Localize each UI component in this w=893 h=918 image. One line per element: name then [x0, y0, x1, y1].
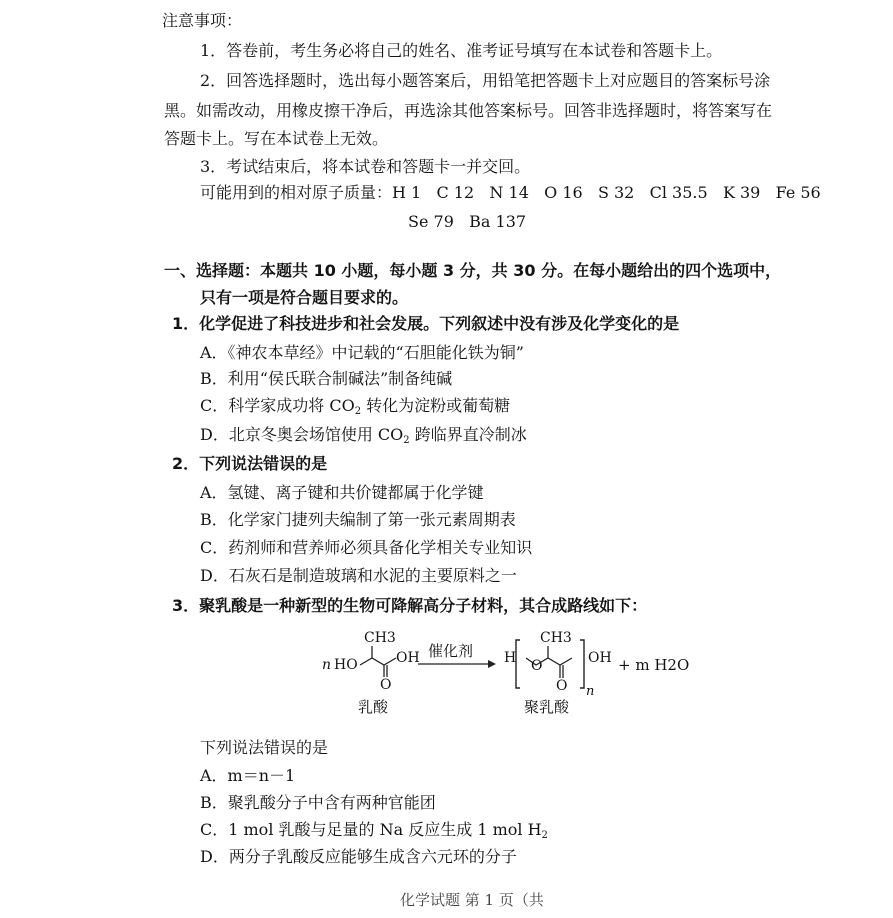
q3-option-c-sub: 2	[541, 830, 548, 841]
q3-option-c-text: C．1 mol 乳酸与足量的 Na 反应生成 1 mol H	[200, 820, 542, 839]
notice-item-2-line-3: 答题卡上。写在本试卷上无效。	[164, 129, 389, 148]
catalyst-label: 催化剂	[428, 642, 474, 660]
lactic-ch3: CH3	[364, 630, 396, 646]
q1-option-c-rest: 转化为淀粉或葡萄糖	[361, 396, 511, 415]
notice-item-2-line-1: 2．回答选择题时，选出每小题答案后，用铅笔把答题卡上对应题目的答案标号涂	[200, 71, 771, 90]
notice-title: 注意事项：	[162, 11, 243, 30]
atomic-mass-line-1: 可能用到的相对原子质量：H 1 C 12 N 14 O 16 S 32 Cl 35.5 K 39 Fe 56	[200, 183, 821, 202]
q1-option-b: B．利用“侯氏联合制碱法”制备纯碱	[200, 369, 453, 388]
q1-option-d-sub: 2	[403, 435, 410, 446]
atomic-mass-line-2: Se 79 Ba 137	[408, 212, 527, 231]
q2-option-b: B．化学家门捷列夫编制了第一张元素周期表	[200, 510, 516, 529]
q1-option-d	[200, 424, 527, 452]
polymer-carbonyl-o: O	[556, 678, 568, 694]
lactic-ho: HO	[334, 657, 358, 673]
q1-option-c-sub: 2	[354, 406, 362, 417]
notice-item-2-line-2: 黑。如需改动，用橡皮擦干净后，再选涂其他答案标号。回答非选择题时，将答案写在	[164, 101, 773, 120]
q1-option-c	[200, 395, 510, 423]
polymer-oh: OH	[588, 650, 612, 666]
lactic-acid-label: 乳酸	[358, 698, 389, 716]
lactic-carbonyl-o: O	[380, 677, 392, 693]
q2-option-a: A．氢键、离子键和共价键都属于化学键	[200, 483, 484, 502]
right-bracket	[580, 640, 584, 688]
reaction-arrow-head	[488, 660, 496, 668]
notice-item-1: 1．答卷前，考生务必将自己的姓名、准考证号填写在本试卷和答题卡上。	[200, 41, 723, 60]
reaction-scheme	[300, 628, 720, 718]
polymer-ch3: CH3	[540, 630, 572, 646]
q3-sub-stem: 下列说法错误的是	[200, 738, 329, 757]
q1-option-d-text: D．北京冬奥会场馆使用 CO	[200, 425, 404, 444]
q2-stem: 2．下列说法错误的是	[172, 454, 328, 473]
q1-option-c-text: C．科学家成功将 CO	[200, 396, 355, 415]
q3-option-b: B．聚乳酸分子中含有两种官能团	[200, 793, 436, 812]
polylactic-acid-label: 聚乳酸	[524, 698, 570, 716]
q3-option-c	[200, 819, 548, 847]
lactic-acid-skeleton	[360, 658, 396, 665]
notice-item-3: 3．考试结束后，将本试卷和答题卡一并交回。	[200, 157, 531, 176]
q1-stem: 1．化学促进了科技进步和社会发展。下列叙述中没有涉及化学变化的是	[172, 314, 680, 333]
polymer-h: H	[504, 650, 517, 666]
page-footer: 化学试题 第 1 页（共	[400, 891, 544, 909]
q3-option-d: D．两分子乳酸反应能够生成含六元环的分子	[200, 847, 517, 866]
q3-option-a: A．m＝n－1	[200, 766, 296, 785]
n-coefficient: n	[322, 657, 332, 673]
q2-option-c: C．药剂师和营养师必须具备化学相关专业知识	[200, 538, 533, 557]
section-heading-line-1: 一、选择题：本题共 10 小题，每小题 3 分，共 30 分。在每小题给出的四个选项中，	[164, 261, 782, 280]
lactic-oh: OH	[396, 650, 420, 666]
plus-water: + m H2O	[618, 656, 690, 674]
section-heading-line-2: 只有一项是符合题目要求的。	[200, 288, 409, 307]
q1-option-d-rest: 跨临界直冷制冰	[409, 425, 527, 444]
q1-option-a: A．《神农本草经》中记载的“石胆能化铁为铜”	[200, 343, 524, 362]
q2-option-d: D．石灰石是制造玻璃和水泥的主要原料之一	[200, 566, 517, 585]
q3-stem: 3．聚乳酸是一种新型的生物可降解高分子材料，其合成路线如下：	[172, 596, 648, 615]
polymer-chain-o: O	[531, 658, 543, 674]
left-bracket	[516, 640, 520, 688]
polymer-n-subscript: n	[586, 684, 595, 699]
